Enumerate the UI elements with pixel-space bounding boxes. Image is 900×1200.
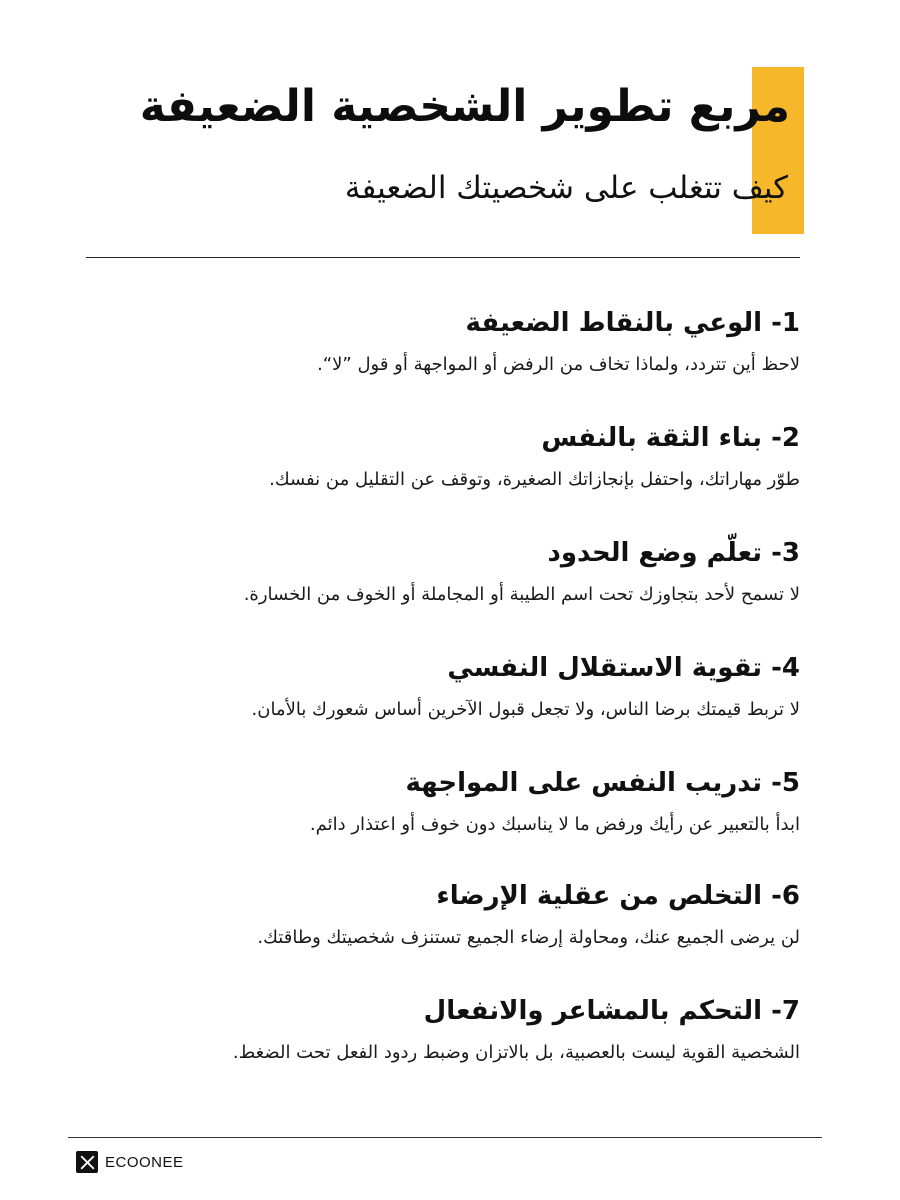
section-title: 3- تعلّم وضع الحدود bbox=[547, 538, 800, 568]
section-description: لاحظ أين تتردد، ولماذا تخاف من الرفض أو المواجهة أو قول ”لا“. bbox=[317, 354, 800, 375]
section-description: لا تسمح لأحد بتجاوزك تحت اسم الطيبة أو المجاملة أو الخوف من الخسارة. bbox=[243, 584, 800, 605]
section-description: لا تربط قيمتك برضا الناس، ولا تجعل قبول الآخرين أساس شعورك بالأمان. bbox=[251, 699, 800, 720]
section-title: 4- تقوية الاستقلال النفسي bbox=[447, 653, 800, 683]
section-2 bbox=[110, 415, 800, 499]
section-7 bbox=[110, 988, 800, 1072]
section-description: الشخصية القوية ليست بالعصبية، بل بالاتزان وضبط ردود الفعل تحت الضغط. bbox=[232, 1042, 800, 1063]
section-1 bbox=[110, 300, 800, 384]
section-3 bbox=[110, 530, 800, 614]
section-description: ابدأ بالتعبير عن رأيك ورفض ما لا يناسبك دون خوف أو اعتذار دائم. bbox=[309, 814, 800, 835]
x-logo-icon bbox=[76, 1151, 98, 1173]
section-title: 6- التخلص من عقلية الإرضاء bbox=[436, 881, 800, 911]
page-subtitle: كيف تتغلب على شخصيتك الضعيفة bbox=[344, 170, 788, 206]
section-title: 7- التحكم بالمشاعر والانفعال bbox=[423, 996, 800, 1026]
page-title: مربع تطوير الشخصية الضعيفة bbox=[139, 81, 790, 132]
footer-brand bbox=[76, 1150, 184, 1174]
section-title: 2- بناء الثقة بالنفس bbox=[541, 423, 800, 453]
section-5 bbox=[110, 760, 800, 844]
section-title: 5- تدريب النفس على المواجهة bbox=[405, 768, 800, 798]
brand-name: ECOONEE bbox=[105, 1153, 184, 1171]
section-6 bbox=[110, 873, 800, 957]
section-4 bbox=[110, 645, 800, 729]
header-divider bbox=[86, 257, 800, 258]
section-description: لن يرضى الجميع عنك، ومحاولة إرضاء الجميع تستنزف شخصيتك وطاقتك. bbox=[257, 927, 800, 948]
footer-divider bbox=[68, 1137, 822, 1138]
section-description: طوّر مهاراتك، واحتفل بإنجازاتك الصغيرة، وتوقف عن التقليل من نفسك. bbox=[269, 469, 800, 490]
section-title: 1- الوعي بالنقاط الضعيفة bbox=[465, 308, 800, 338]
